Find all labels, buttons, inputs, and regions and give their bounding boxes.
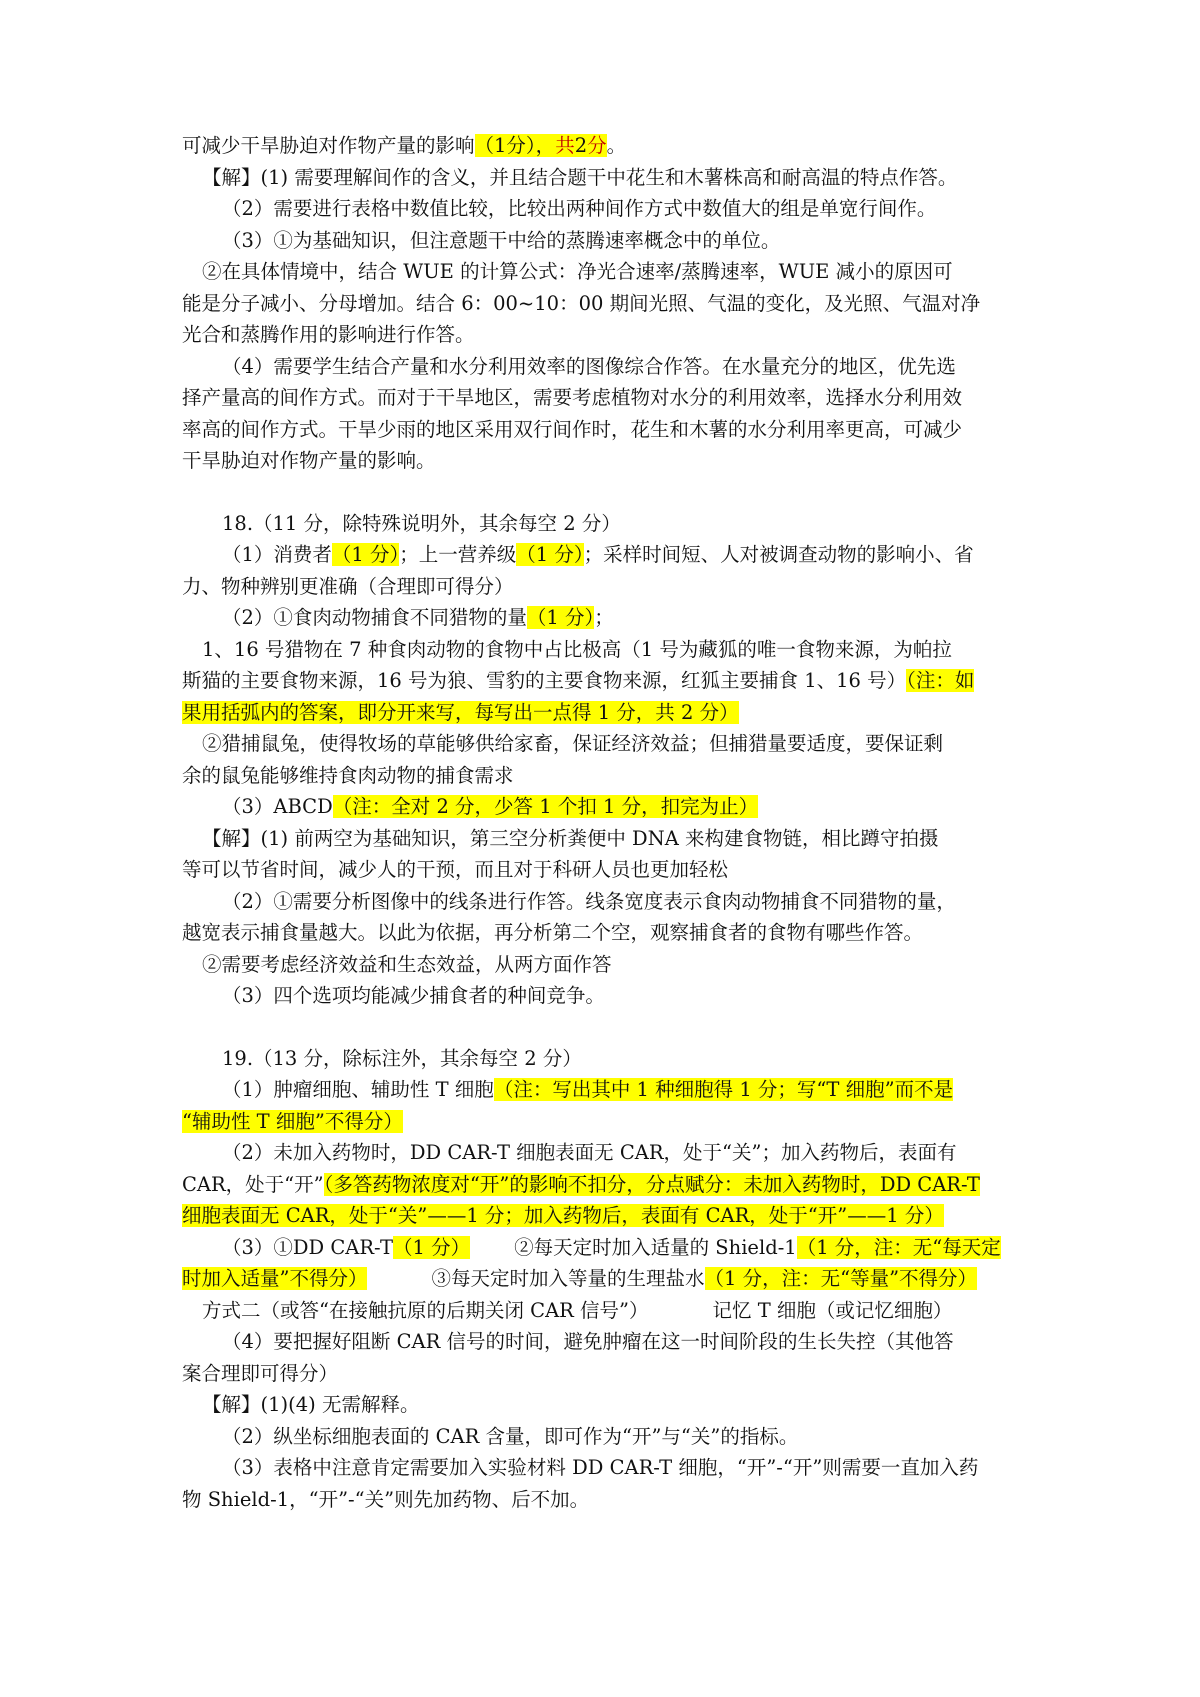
q19-answer: 19.（13 分，除标注外，其余每空 2 分） （1）肿瘤细胞、辅助性 T 细胞（注：写出其中 1 种细胞得 1 分；写“T 细胞”而不是 “辅助性 T 细胞”不得分） （2）未加入药物时，DD CAR-T 细胞表面无 CAR，处于“关”；加入药物后，表面有 CAR，处于“开”（多答药物浓度对“开”的影响不扣分，分点赋分：未加入药物时，DD CAR-T 细胞表面无 CAR，处于“关”——1 分；加入药物后，表面有 CAR，处于“开”——1 分） （3）①DD CAR-T（1 分） ②每天定时加入适量的 Shield-1（1 分，注：无“每天定 时加入适量”不得分） ③每天定时加入等量的生理盐水（1 分，注：无“等量”不得分） 方式二（或答“在接触抗原的后期关闭 CAR 信号”） 记忆 T 细胞（或记忆细胞） （4）要把握好阻断 CAR 信号的时间，避免肿瘤在这一时间阶段的生长失控（其他答 案合理即可得分） 【解】(1)(4) 无需解释。 （2）纵坐标细胞表面的 CAR 含量，即可作为“开”与“关”的指标。 （3）表格中注意肯定需要加入实验材料 DD CAR-T 细胞，“开”-“开”则需要一直加入药 物 Shield-1，“开”-“关”则先加药物、后不加。 — [182, 1043, 1032, 1516]
carryover-line: 可减少干旱胁迫对作物产量的影响（1分），共2分。 — [182, 134, 627, 157]
q18-title: 18.（11 分，除特殊说明外，其余每空 2 分） — [222, 511, 621, 535]
answer-page — [182, 130, 1032, 1515]
q17-explanation: 【解】(1) 需要理解间作的含义，并且结合题干中花生和木薯株高和耐高温的特点作答。 （2）需要进行表格中数值比较，比较出两种间作方式中数值大的组是单宽行间作。 （3）①为基础知识，但注意题干中给的蒸腾速率概念中的单位。 ②在具体情境中，结合 WUE 的计算公式：净光合速率/蒸腾速率，WUE 减小的原因可 能是分子减小、分母增加。结合 6：00~10：00 期间光照、气温的变化，及光照、气温对净 光合和蒸腾作用的影响进行作答。 （4）需要学生结合产量和水分利用效率的图像综合作答。在水量充分的地区，优先选 择产量高的间作方式。而对于干旱地区，需要考虑植物对水分的利用效率，选择水分利用效 率高的间作方式。干旱少雨的地区采用双行间作时，花生和木薯的水分利用率更高，可减少 干旱胁迫对作物产量的影响。 — [182, 165, 981, 472]
q19-title: 19.（13 分，除标注外，其余每空 2 分） — [222, 1046, 582, 1070]
q18-answer: 18.（11 分，除特殊说明外，其余每空 2 分） （1）消费者（1 分）；上一营养级（1 分）；采样时间短、人对被调查动物的影响小、省 力、物种辨别更准确（合理即可得分） （2）①食肉动物捕食不同猎物的量（1 分）； 1、16 号猎物在 7 种食肉动物的食物中占比极高（1 号为藏狐的唯一食物来源，为帕拉 斯猫的主要食物来源，16 号为狼、雪豹的主要食物来源，红狐主要捕食 1、16 号）（注：如 果用括弧内的答案，即分开来写，每写出一点得 1 分，共 2 分） ②猎捕鼠兔，使得牧场的草能够供给家畜，保证经济效益；但捕猎量要适度，要保证剩 余的鼠兔能够维持食肉动物的捕食需求 （3）ABCD（注：全对 2 分，少答 1 个扣 1 分，扣完为止） 【解】(1) 前两空为基础知识，第三空分析粪便中 DNA 来构建食物链，相比蹲守拍摄 等可以节省时间，减少人的干预，而且对于科研人员也更加轻松 （2）①需要分析图像中的线条进行作答。线条宽度表示食肉动物捕食不同猎物的量， 越宽表示捕食量越大。以此为依据，再分析第二个空，观察捕食者的食物有哪些作答。 ②需要考虑经济效益和生态效益，从两方面作答 （3）四个选项均能减少捕食者的种间竞争。 — [182, 508, 1032, 1012]
